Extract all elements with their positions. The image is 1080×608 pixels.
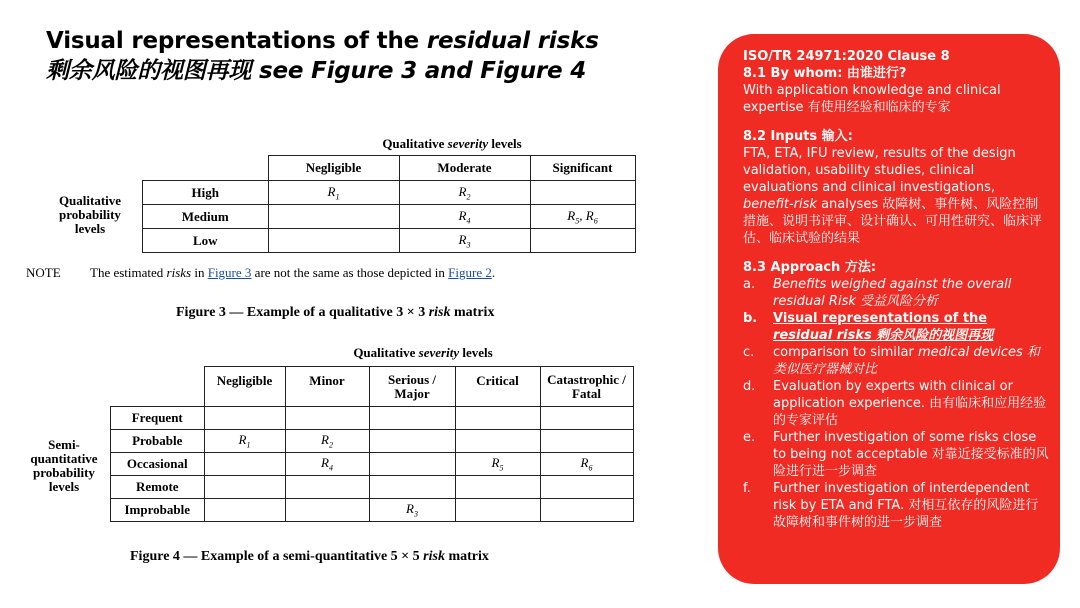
fig4-probability-label: Semi-quantitative probability levels	[30, 437, 98, 494]
fig3-cell	[530, 229, 635, 253]
fig4-risk-matrix	[110, 366, 634, 522]
fig4-cell: $R_5$	[455, 453, 540, 476]
fig4-cell: $R_3$	[369, 499, 455, 522]
fig3-cell: $R_3$	[399, 229, 530, 253]
approach-item-e: e. Further investigation of some risks close to being not acceptable 对靠近接受标准的风险进行进一步调查	[743, 430, 1049, 479]
clause-8-panel	[718, 34, 1060, 584]
fig4-cell	[455, 476, 540, 499]
fig3-row-header: Low	[143, 229, 269, 253]
fig4-row-header: Probable	[111, 430, 205, 453]
section-8-1-body: With application knowledge and clinical expertise 有使用经验和临床的专家	[743, 83, 1001, 115]
fig4-cell	[540, 407, 633, 430]
fig4-cell	[369, 476, 455, 499]
fig4-col-header: Negligible	[204, 367, 285, 407]
fig4-cell	[204, 407, 285, 430]
fig3-col-header: Significant	[530, 156, 635, 181]
fig3-cell: $R_2$	[399, 181, 530, 205]
fig4-row-header: Remote	[111, 476, 205, 499]
fig3-row-header: High	[143, 181, 269, 205]
section-8-2-body: FTA, ETA, IFU review, results of the design validation, usability studies, clinical evaluations and clinical investigations, benefit-risk analyses 故障树、事件树、风险控制措施、说明书评审、设计确认、可用性研究、临床评估、临床试验的结果	[743, 146, 1043, 246]
fig3-col-header: Negligible	[268, 156, 399, 181]
fig4-row-header: Occasional	[111, 453, 205, 476]
fig3-probability-label: Qualitative probability levels	[58, 193, 122, 236]
fig4-cell	[369, 453, 455, 476]
fig3-caption: Figure 3 — Example of a qualitative 3 × 3 risk matrix	[176, 305, 495, 320]
figure2-link[interactable]: Figure 2	[448, 265, 492, 280]
fig4-cell	[455, 499, 540, 522]
fig3-row-header: Medium	[143, 205, 269, 229]
note-key: NOTE	[26, 265, 61, 280]
fig4-cell	[204, 499, 285, 522]
approach-item-a: a. Benefits weighed against the overall residual Risk 受益风险分析	[743, 277, 1012, 309]
fig4-cell: $R_6$	[540, 453, 633, 476]
clause-title: ISO/TR 24971:2020 Clause 8	[743, 49, 950, 64]
fig4-cell	[285, 476, 369, 499]
fig4-cell: $R_1$	[204, 430, 285, 453]
figure3-link[interactable]: Figure 3	[207, 265, 252, 280]
fig4-cell	[455, 430, 540, 453]
fig4-caption: Figure 4 — Example of a semi-quantitative 5 × 5 risk matrix	[130, 549, 489, 564]
fig4-cell	[285, 407, 369, 430]
fig4-cell	[540, 476, 633, 499]
fig4-col-header: Serious / Major	[369, 367, 455, 407]
section-8-3-title: 8.3 Approach 方法:	[743, 260, 877, 275]
title-line2: 剩余风险的视图再现 see Figure 3 and Figure 4	[46, 58, 587, 84]
fig4-cell	[540, 499, 633, 522]
approach-item-c: c. comparison to similar medical devices 和类似医疗器械对比	[743, 345, 1040, 377]
fig3-cell: $R_5$, $R_6$	[530, 205, 635, 229]
section-8-1-title: 8.1 By whom: 由谁进行?	[743, 66, 907, 81]
title-line1: Visual representations of the	[46, 28, 427, 54]
approach-item-f: f. Further investigation of interdependent risk by ETA and FTA. 对相互依存的风险进行故障树和事件树的进一步调查	[743, 481, 1039, 530]
fig4-col-header: Minor	[285, 367, 369, 407]
fig4-cell	[369, 407, 455, 430]
title-line1-italic: residual risks	[426, 28, 599, 54]
page-title	[46, 26, 599, 86]
approach-item-b: b. Visual representations of the residual risks 剩余风险的视图再现	[743, 311, 994, 343]
fig3-cell: $R_4$	[399, 205, 530, 229]
fig3-cell: $R_1$	[268, 181, 399, 205]
fig3-cell	[530, 181, 635, 205]
fig4-cell	[369, 430, 455, 453]
fig4-cell	[285, 499, 369, 522]
fig3-cell	[268, 205, 399, 229]
fig3-risk-matrix	[142, 155, 636, 253]
fig4-cell	[204, 453, 285, 476]
fig3-col-header: Moderate	[399, 156, 530, 181]
fig4-row-header: Improbable	[111, 499, 205, 522]
fig4-cell	[455, 407, 540, 430]
fig4-cell: $R_4$	[285, 453, 369, 476]
approach-item-d: d. Evaluation by experts with clinical or application experience. 由有临床和应用经验的专家评估	[743, 379, 1047, 428]
fig3-cell	[268, 229, 399, 253]
section-8-2-title: 8.2 Inputs 输入:	[743, 129, 853, 144]
fig4-row-header: Frequent	[111, 407, 205, 430]
fig4-severity-header: Qualitative severity levels	[353, 345, 493, 360]
fig4-col-header: Critical	[455, 367, 540, 407]
fig4-cell	[204, 476, 285, 499]
figure-note: NOTE The estimated risks in Figure 3 are not the same as those depicted in Figure 2.	[26, 265, 496, 280]
fig3-severity-header: Qualitative severity levels	[382, 136, 522, 151]
fig4-cell: $R_2$	[285, 430, 369, 453]
fig4-cell	[540, 430, 633, 453]
fig4-col-header: Catastrophic / Fatal	[540, 367, 633, 407]
